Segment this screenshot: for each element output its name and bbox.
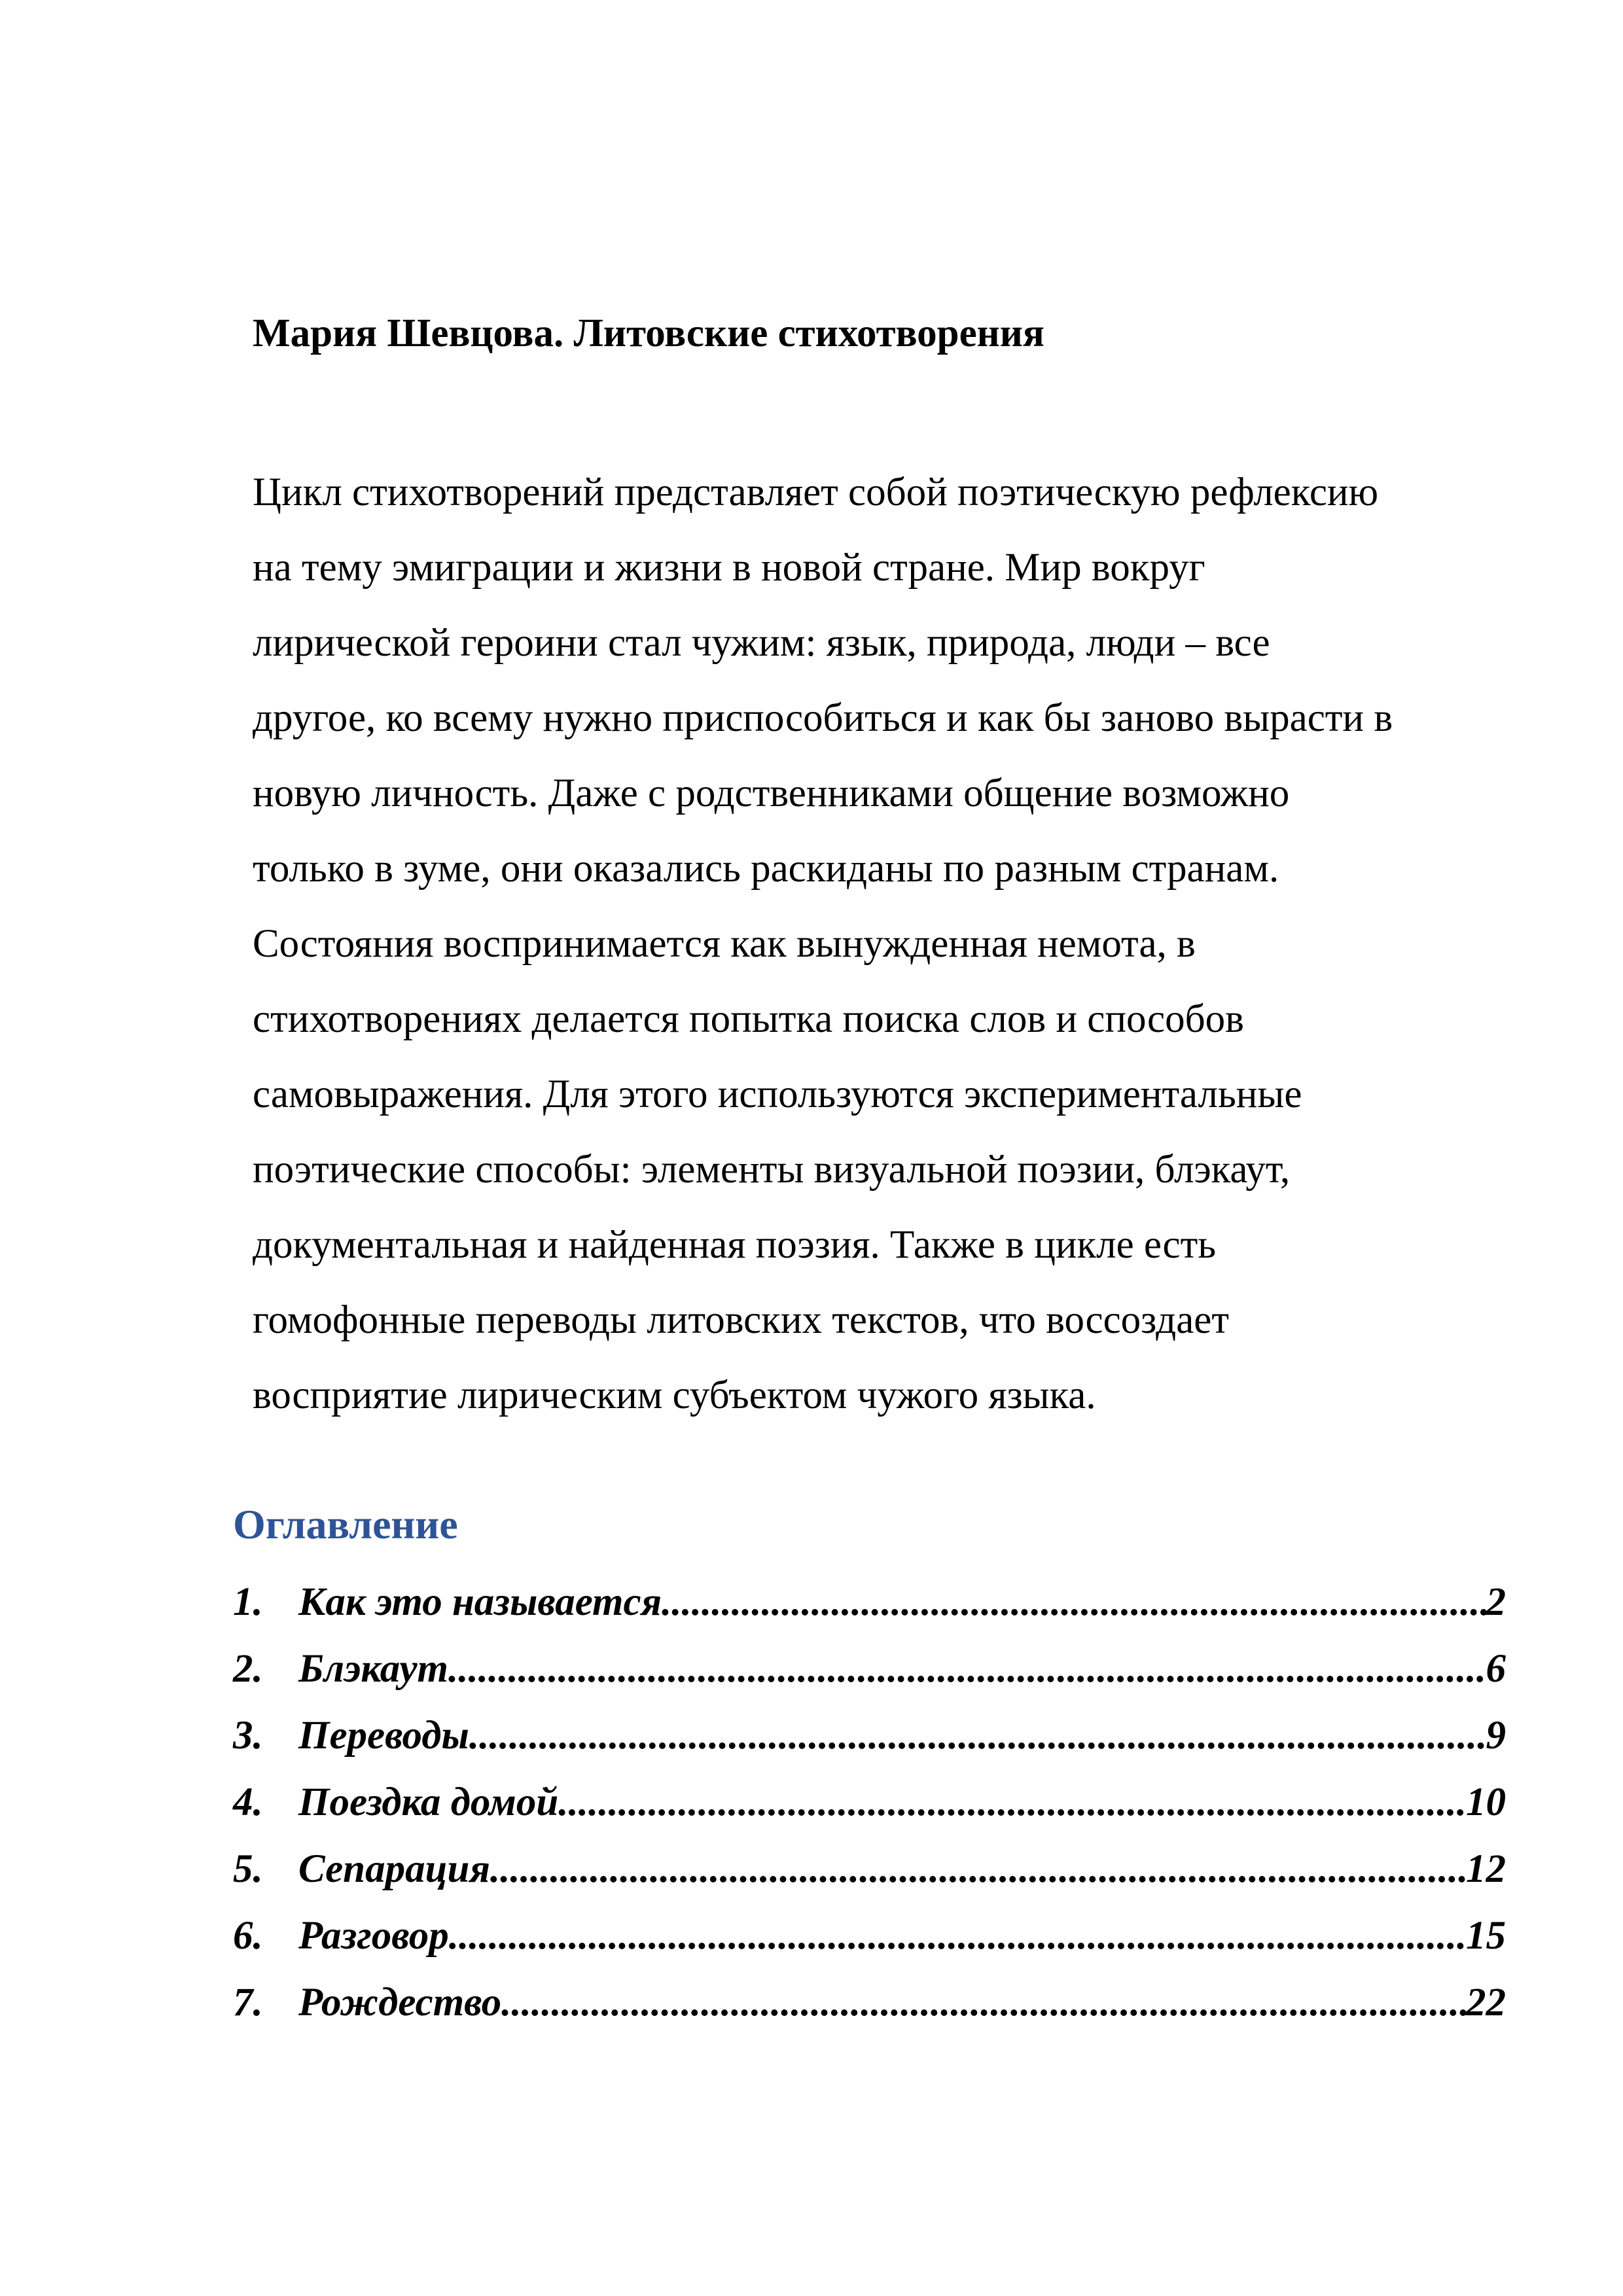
table-of-contents bbox=[233, 1569, 1506, 2036]
toc-entry-page: 10 bbox=[1466, 1780, 1506, 1824]
toc-entry-number: 4. bbox=[233, 1780, 263, 1824]
toc-entry-number: 6. bbox=[233, 1914, 263, 1958]
abstract-line: новую личность. Даже с родственниками общение возможно bbox=[253, 771, 1290, 815]
abstract-line: Цикл стихотворений представляет собой поэтическую рефлексию bbox=[253, 470, 1379, 514]
abstract-line: гомофонные переводы литовских текстов, что воссоздает bbox=[253, 1298, 1229, 1342]
toc-entry-label: Поездка домой bbox=[298, 1780, 559, 1824]
abstract-paragraph bbox=[253, 455, 1535, 1433]
toc-entry[interactable] bbox=[233, 1969, 1506, 2036]
toc-dot-leader bbox=[558, 1769, 1466, 1836]
toc-entry-label: Сепарация bbox=[298, 1847, 490, 1891]
abstract-line: на тему эмиграции и жизни в новой стране. Мир вокруг bbox=[253, 546, 1205, 590]
toc-dot-leader bbox=[469, 1703, 1486, 1769]
toc-entry-label: Блэкаут bbox=[298, 1647, 448, 1691]
abstract-line: лирической героини стал чужим: язык, природа, люди – все bbox=[253, 621, 1270, 665]
abstract-line: другое, ко всему нужно приспособиться и как бы заново вырасти в bbox=[253, 696, 1393, 740]
toc-dot-leader bbox=[449, 1903, 1466, 1969]
document-title: Мария Шевцова. Литовские стихотворения bbox=[253, 311, 1044, 355]
toc-entry-number: 5. bbox=[233, 1847, 263, 1891]
toc-entry-page: 9 bbox=[1486, 1714, 1506, 1757]
toc-entry-label: Разговор bbox=[298, 1914, 449, 1958]
abstract-line: самовыражения. Для этого используются экспериментальные bbox=[253, 1072, 1302, 1116]
toc-dot-leader bbox=[448, 1636, 1486, 1703]
abstract-line: документальная и найденная поэзия. Также в цикле есть bbox=[253, 1223, 1217, 1267]
toc-dot-leader bbox=[490, 1836, 1466, 1903]
toc-entry-page: 2 bbox=[1486, 1580, 1506, 1624]
toc-entry-number: 3. bbox=[233, 1714, 263, 1757]
toc-entry-page: 6 bbox=[1486, 1647, 1506, 1691]
toc-entry[interactable] bbox=[233, 1703, 1506, 1769]
toc-entry[interactable] bbox=[233, 1569, 1506, 1636]
toc-entry-page: 12 bbox=[1466, 1847, 1506, 1891]
abstract-line: только в зуме, они оказались раскиданы по разным странам. bbox=[253, 847, 1279, 891]
toc-dot-leader bbox=[501, 1969, 1466, 2036]
abstract-line: Состояния воспринимается как вынужденная немота, в bbox=[253, 922, 1196, 966]
abstract-line: восприятие лирическим субъектом чужого языка. bbox=[253, 1373, 1096, 1417]
abstract-line: поэтические способы: элементы визуальной поэзии, блэкаут, bbox=[253, 1148, 1291, 1192]
toc-entry[interactable] bbox=[233, 1636, 1506, 1703]
toc-entry-label: Переводы bbox=[298, 1714, 469, 1757]
toc-entry-label: Рождество bbox=[298, 1981, 502, 2024]
toc-entry[interactable] bbox=[233, 1769, 1506, 1836]
toc-entry-number: 7. bbox=[233, 1981, 263, 2024]
toc-entry[interactable] bbox=[233, 1836, 1506, 1903]
toc-entry-page: 15 bbox=[1466, 1914, 1506, 1958]
toc-entry-label: Как это называется bbox=[298, 1580, 662, 1624]
abstract-line: стихотворениях делается попытка поиска слов и способов bbox=[253, 997, 1244, 1041]
toc-entry-page: 22 bbox=[1466, 1981, 1506, 2024]
toc-entry[interactable] bbox=[233, 1903, 1506, 1969]
toc-heading: Оглавление bbox=[233, 1501, 458, 1547]
toc-entry-number: 1. bbox=[233, 1580, 263, 1624]
toc-entry-number: 2. bbox=[233, 1647, 263, 1691]
toc-dot-leader bbox=[662, 1569, 1486, 1636]
